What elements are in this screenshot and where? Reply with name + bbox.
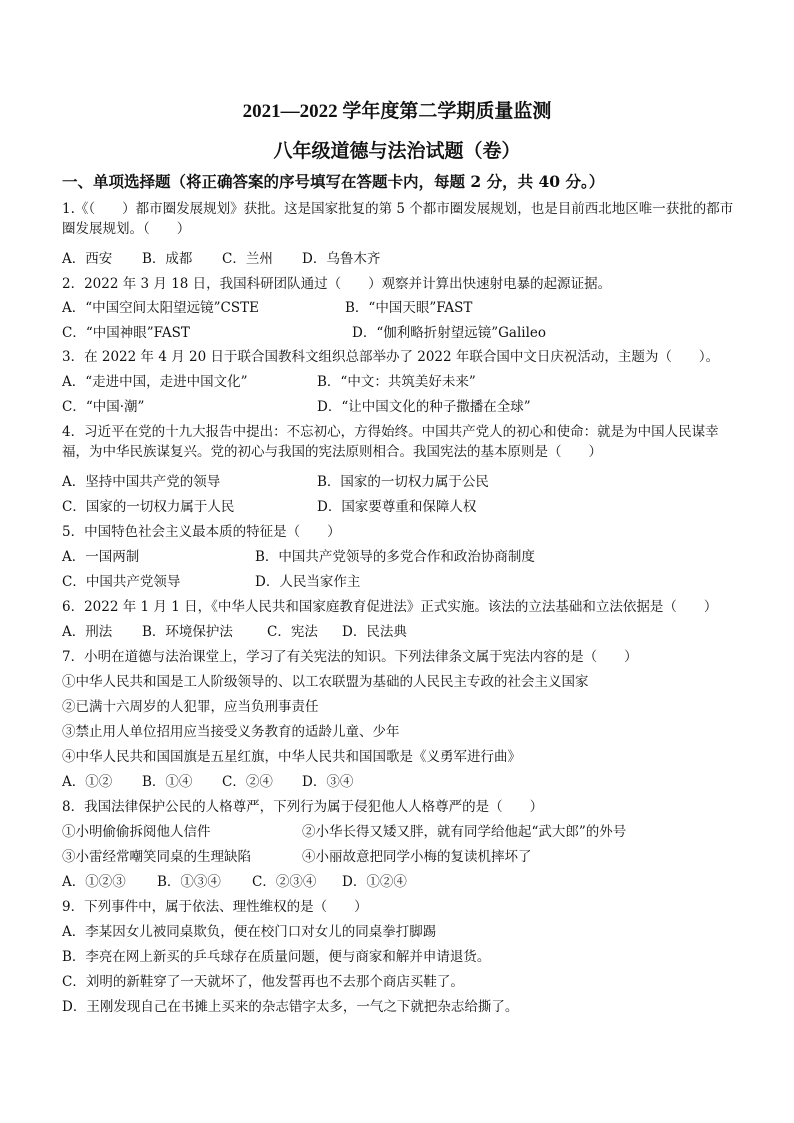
- option: A．西安: [62, 251, 113, 267]
- question-5-stem: 5．中国特色社会主义最本质的特征是（ ）: [62, 524, 341, 540]
- option: C．刘明的新鞋穿了一天就坏了，他发誓再也不去那个商店买鞋了。: [62, 974, 464, 990]
- option: D．王刚发现自己在书摊上买来的杂志错字太多，一气之下就把杂志给撕了。: [62, 999, 519, 1015]
- statement: ④小丽故意把同学小梅的复读机摔坏了: [302, 849, 532, 865]
- option: D．民法典: [342, 624, 407, 640]
- exam-title: 2021—2022 学年度第二学期质量监测: [242, 101, 552, 122]
- option: C．中国共产党领导: [62, 574, 181, 590]
- option: B．环境保护法: [142, 624, 233, 640]
- option: D．国家要尊重和保障人权: [317, 499, 477, 515]
- option: C．②④: [222, 774, 273, 790]
- option: C．“中国神眼”FAST: [62, 325, 190, 341]
- option: D．“让中国文化的种子撒播在全球”: [317, 399, 531, 415]
- option: D．乌鲁木齐: [302, 251, 381, 267]
- option: B．①④: [142, 774, 193, 790]
- option: A．李某因女儿被同桌欺负，便在校门口对女儿的同桌拳打脚踢: [62, 924, 437, 940]
- statement: ②小华长得又矮又胖，就有同学给他起“武大郎”的外号: [302, 824, 627, 840]
- statement: ②已满十六周岁的人犯罪，应当负刑事责任: [62, 699, 319, 715]
- question-2-stem: 2．2022 年 3 月 18 日，我国科研团队通过（ ）观察并计算出快速射电暴的起源证据。: [62, 276, 612, 292]
- question-7-stem: 7．小明在道德与法治课堂上，学习了有关宪法的知识。下列法律条文属于宪法内容的是（ ）: [62, 649, 638, 665]
- option: D．①②④: [342, 874, 407, 890]
- question-8-stem: 8．我国法律保护公民的人格尊严，下列行为属于侵犯他人人格尊严的是（ ）: [62, 799, 544, 815]
- question-6-stem: 6．2022 年 1 月 1 日，《中华人民共和国家庭教育促进法》正式实施。该法的立法基础和立法依据是（ ）: [62, 599, 718, 615]
- statement: ③小雷经常嘲笑同桌的生理缺陷: [62, 849, 251, 865]
- option: A．①②: [62, 774, 113, 790]
- option: D．“伽利略折射望远镜”Galileo: [352, 325, 547, 341]
- statement: ①中华人民共和国是工人阶级领导的、以工农联盟为基础的人民民主专政的社会主义国家: [62, 674, 589, 690]
- option: C．宪法: [267, 624, 318, 640]
- question-1-stem: 1.《（ ）都市圈发展规划》获批。这是国家批复的第 5 个都市圈发展规划，也是目前西北地区唯一获批的都市圈发展规划。（ ）: [62, 201, 734, 237]
- option: B．“中文：共筑美好未来”: [317, 374, 476, 390]
- option: D．人民当家作主: [255, 574, 361, 590]
- question-4-stem: 4．习近平在党的十九大报告中提出：不忘初心，方得始终。中国共产党人的初心和使命：就是为中国人民谋幸福，为中华民族谋复兴。党的初心与我国的宪法原则相合。我国宪法的基本原则是（ ）: [62, 424, 719, 460]
- option: B．“中国天眼”FAST: [345, 300, 473, 316]
- option: C．国家的一切权力属于人民: [62, 499, 235, 515]
- option: A．坚持中国共产党的领导: [62, 474, 221, 490]
- option: B．李亮在网上新买的乒乓球存在质量问题，便与商家和解并申请退货。: [62, 949, 491, 965]
- statement: ①小明偷偷拆阅他人信件: [62, 824, 211, 840]
- option: B．①③④: [157, 874, 221, 890]
- section-heading: 一、单项选择题（将正确答案的序号填写在答题卡内，每题 2 分，共 40 分。）: [62, 172, 605, 191]
- option: A．一国两制: [62, 549, 140, 565]
- option: C．兰州: [222, 251, 273, 267]
- option: B．成都: [142, 251, 193, 267]
- option: A．“走进中国，走进中国文化”: [62, 374, 248, 390]
- option: C．②③④: [252, 874, 317, 890]
- option: A．刑法: [62, 624, 113, 640]
- option: D．③④: [302, 774, 354, 790]
- option: A．“中国空间太阳望远镜”CSTE: [62, 300, 259, 316]
- statement: ③禁止用人单位招用应当接受义务教育的适龄儿童、少年: [62, 724, 400, 740]
- question-9-stem: 9．下列事件中，属于依法、理性维权的是（ ）: [62, 899, 368, 915]
- statement: ④中华人民共和国国旗是五星红旗，中华人民共和国国歌是《义勇军进行曲》: [62, 749, 521, 765]
- option: A．①②③: [62, 874, 126, 890]
- option: B．中国共产党领导的多党合作和政治协商制度: [255, 549, 535, 565]
- option: C．“中国·潮”: [62, 399, 145, 415]
- exam-subtitle: 八年级道德与法治试题（卷）: [273, 141, 521, 162]
- option: B．国家的一切权力属于公民: [317, 474, 489, 490]
- question-3-stem: 3．在 2022 年 4 月 20 日于联合国教科文组织总部举办了 2022 年联合国中文日庆祝活动，主题为（ ）。: [62, 349, 720, 365]
